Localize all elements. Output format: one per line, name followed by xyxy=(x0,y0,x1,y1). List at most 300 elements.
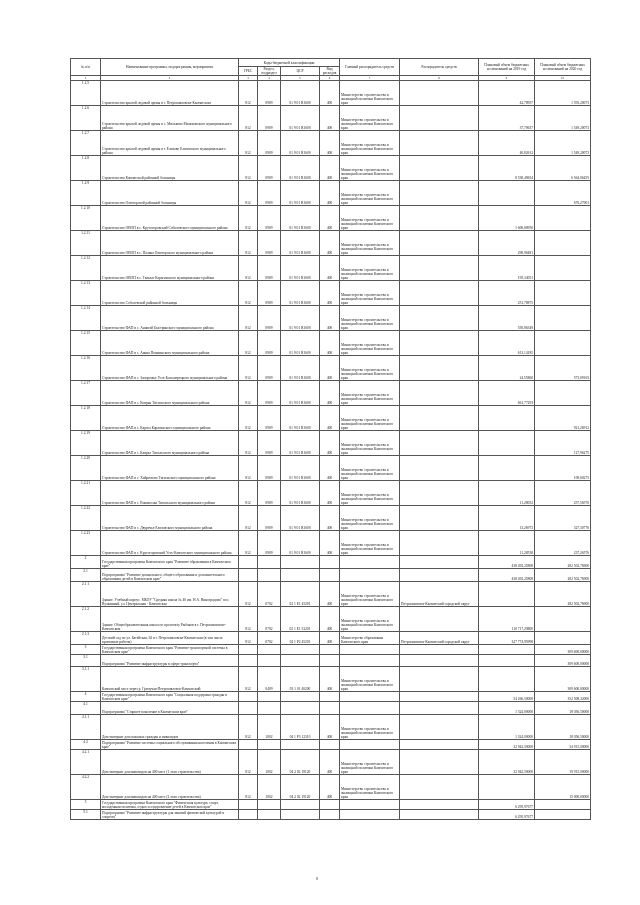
table-row xyxy=(71,181,591,206)
row-name: Подпрограмма "Развитие инфраструктуры в сфере транспорта" xyxy=(101,655,239,667)
row-name: Строительство крытой ледовой арены в г. Елизово Елизовского муниципального района xyxy=(101,131,239,156)
row-glavny xyxy=(340,810,400,820)
row-number: 2.1 xyxy=(71,569,101,582)
row-grbs: 812 xyxy=(239,431,258,456)
row-razdel: 0702 xyxy=(258,582,281,607)
row-raspor xyxy=(400,381,479,406)
row-glavny: Министерство строительства и жилищной политики Камчатского края xyxy=(340,431,400,456)
row-raspor xyxy=(400,645,479,655)
table-row xyxy=(71,556,591,569)
row-name: Строительство ФАП в с. Анавгай Быстринского муниципального района xyxy=(101,306,239,331)
row-vid xyxy=(320,655,340,667)
row-name: Государственная программа Камчатского края "Развитие образования в Камчатском крае" xyxy=(101,556,239,569)
table-row xyxy=(71,655,591,667)
column-index: 9 xyxy=(479,76,535,81)
row-grbs xyxy=(239,692,258,702)
table-row xyxy=(71,81,591,106)
row-raspor xyxy=(400,181,479,206)
row-raspor xyxy=(400,406,479,431)
row-raspor xyxy=(400,531,479,556)
row-razdel xyxy=(258,556,281,569)
row-grbs xyxy=(239,800,258,810)
row-ksr: 01 9 01 R1600 xyxy=(281,156,320,181)
row-grbs: 812 xyxy=(239,256,258,281)
row-glavny: Министерство строительства и жилищной политики Камчатского края xyxy=(340,256,400,281)
row-sum-2020 xyxy=(535,306,591,331)
table-row xyxy=(71,256,591,281)
row-ksr: 02 1 E1 52201 xyxy=(281,607,320,632)
row-raspor xyxy=(400,431,479,456)
row-name: Строительство ФАП в с. Каврал Тигильского муниципального района xyxy=(101,431,239,456)
row-ksr: 03 1 01 40200 xyxy=(281,667,320,692)
row-number: 1.2.6 xyxy=(71,106,101,131)
row-ksr: 01 9 01 R1600 xyxy=(281,231,320,256)
row-grbs xyxy=(239,645,258,655)
row-grbs: 812 xyxy=(239,181,258,206)
row-glavny: Министерство строительства и жилищной политики Камчатского края xyxy=(340,156,400,181)
row-vid xyxy=(320,645,340,655)
row-number: 1.2.7 xyxy=(71,131,101,156)
row-razdel xyxy=(258,702,281,715)
row-raspor xyxy=(400,702,479,715)
row-sum-2020 xyxy=(535,632,591,645)
row-vid: 400 xyxy=(320,331,340,356)
row-ksr: 01 9 01 R1600 xyxy=(281,481,320,506)
table-row xyxy=(71,800,591,810)
row-sum-2019: 24,55860 xyxy=(479,356,535,381)
row-grbs: 812 xyxy=(239,106,258,131)
row-glavny xyxy=(340,800,400,810)
budget-table-sheet xyxy=(70,58,590,820)
row-grbs: 812 xyxy=(239,206,258,231)
row-grbs: 812 xyxy=(239,331,258,356)
row-ksr: 01 9 01 R1600 xyxy=(281,81,320,106)
row-razdel xyxy=(258,740,281,750)
row-glavny: Министерство строительства и жилищной политики Камчатского края xyxy=(340,281,400,306)
row-ksr: 02 1 P2 45201 xyxy=(281,632,320,645)
row-grbs: 812 xyxy=(239,306,258,331)
row-vid: 400 xyxy=(320,632,340,645)
row-sum-2020: 282 502,76900 xyxy=(535,582,591,607)
header-codes-group: Коды бюджетной классификации xyxy=(239,59,340,67)
row-number: 5 xyxy=(71,800,101,810)
row-vid: 400 xyxy=(320,750,340,775)
row-grbs: 812 xyxy=(239,531,258,556)
table-row xyxy=(71,431,591,456)
row-sum-2020 xyxy=(535,206,591,231)
row-vid: 400 xyxy=(320,81,340,106)
row-number: 5.1 xyxy=(71,810,101,820)
row-number: 1.2.16 xyxy=(71,356,101,381)
table-row xyxy=(71,667,591,692)
header-sum-2020: Плановый объем бюджетных ассигнований на 2020 год xyxy=(535,59,591,76)
column-index: 10 xyxy=(535,76,591,81)
row-razdel xyxy=(258,655,281,667)
row-glavny: Министерство строительства и жилищной политики Камчатского края xyxy=(340,607,400,632)
row-glavny: Министерство строительства и жилищной политики Камчатского края xyxy=(340,331,400,356)
row-razdel: 0909 xyxy=(258,231,281,256)
row-vid xyxy=(320,810,340,820)
row-sum-2019: 195,34051 xyxy=(479,256,535,281)
row-grbs xyxy=(239,556,258,569)
row-razdel: 0909 xyxy=(258,131,281,156)
row-ksr xyxy=(281,645,320,655)
row-name: Подпрограмма "Развитие системы социального обслуживания населения в Камчатском крае" xyxy=(101,740,239,750)
row-name: Строительство ФАП в с. Запорожье Усть-Большерецкого муниципального района xyxy=(101,356,239,381)
row-vid xyxy=(320,556,340,569)
row-sum-2020 xyxy=(535,810,591,820)
row-sum-2019: 6 295,97677 xyxy=(479,810,535,820)
row-name: Камчатский мост через р. Гремучая-Петропавловск-Камчатский xyxy=(101,667,239,692)
row-sum-2020: 573,09165 xyxy=(535,356,591,381)
row-sum-2020: 282 502,76900 xyxy=(535,556,591,569)
row-name: Строительство ОВОП в с. Крутогоровский Соболевского муниципального района xyxy=(101,206,239,231)
row-number: 1.2.12 xyxy=(71,256,101,281)
row-sum-2020: 15 000,00000 xyxy=(535,775,591,800)
row-razdel: 0909 xyxy=(258,406,281,431)
row-ksr: 01 9 01 R1600 xyxy=(281,281,320,306)
row-vid: 400 xyxy=(320,506,340,531)
row-sum-2019 xyxy=(479,431,535,456)
table-row xyxy=(71,607,591,632)
row-name: Строительство крытой ледовой арены в с. Мильково Мильковского муниципального района xyxy=(101,106,239,131)
row-raspor xyxy=(400,81,479,106)
row-number: 1.2.14 xyxy=(71,306,101,331)
row-glavny xyxy=(340,655,400,667)
header-glavny: Главный распорядитель средств xyxy=(340,59,400,76)
row-ksr xyxy=(281,810,320,820)
row-vid: 400 xyxy=(320,456,340,481)
row-name: Строительство Олюторской районной больницы xyxy=(101,181,239,206)
row-vid: 400 xyxy=(320,106,340,131)
row-razdel: 0909 xyxy=(258,206,281,231)
row-number: 3.1.1 xyxy=(71,667,101,692)
row-sum-2019 xyxy=(479,181,535,206)
row-ksr: 01 9 01 R1600 xyxy=(281,356,320,381)
row-number: 1.2.19 xyxy=(71,431,101,456)
row-glavny: Министерство строительства и жилищной политики Камчатского края xyxy=(340,582,400,607)
row-razdel: 0909 xyxy=(258,506,281,531)
row-vid: 400 xyxy=(320,582,340,607)
row-sum-2019: 1 324,00000 xyxy=(479,715,535,740)
table-row xyxy=(71,231,591,256)
row-ksr: 04 2 02 19120 xyxy=(281,750,320,775)
row-razdel xyxy=(258,810,281,820)
row-sum-2019 xyxy=(479,406,535,431)
row-sum-2020: 1 593,20073 xyxy=(535,81,591,106)
header-name: Наименование программы, подпрограммы, мероприятия xyxy=(101,59,239,76)
row-sum-2019 xyxy=(479,655,535,667)
row-razdel xyxy=(258,800,281,810)
row-vid xyxy=(320,702,340,715)
row-raspor xyxy=(400,810,479,820)
row-name: Строительство Соболевской районной больницы xyxy=(101,281,239,306)
row-razdel: 1002 xyxy=(258,715,281,740)
row-vid: 400 xyxy=(320,406,340,431)
row-name: Строительство ФАП в с. Воямполка Тигильского муниципального района xyxy=(101,481,239,506)
row-ksr xyxy=(281,569,320,582)
row-glavny: Министерство строительства и жилищной политики Камчатского края xyxy=(340,531,400,556)
row-vid: 400 xyxy=(320,431,340,456)
row-sum-2019: 438 492,25808 xyxy=(479,569,535,582)
row-sum-2020: 109,60275 xyxy=(535,456,591,481)
row-number: 1.2.5 xyxy=(71,81,101,106)
header-ksr: ЦСР xyxy=(281,67,320,76)
table-body xyxy=(71,81,591,820)
row-vid: 400 xyxy=(320,715,340,740)
row-raspor xyxy=(400,256,479,281)
row-glavny: Министерство строительства и жилищной политики Камчатского края xyxy=(340,206,400,231)
column-index: 2 xyxy=(101,76,239,81)
row-vid xyxy=(320,692,340,702)
row-ksr: 01 9 01 R1600 xyxy=(281,256,320,281)
row-sum-2020: 34 915,00000 xyxy=(535,740,591,750)
row-raspor: Петропавловск-Камчатский городской округ xyxy=(400,582,479,607)
row-sum-2020 xyxy=(535,381,591,406)
row-razdel xyxy=(258,645,281,655)
row-name: Детский сад по ул. Батейская, 62 в г. Петропавловске-Камчатском (в том числе проектные работы) xyxy=(101,632,239,645)
row-sum-2019: 550,86349 xyxy=(479,306,535,331)
row-ksr: 01 9 01 R1600 xyxy=(281,456,320,481)
row-grbs: 812 xyxy=(239,81,258,106)
row-name: Строительство ФАП в с. Хайрюзово Тигильского муниципального района xyxy=(101,456,239,481)
row-grbs: 812 xyxy=(239,481,258,506)
table-row xyxy=(71,131,591,156)
row-grbs: 812 xyxy=(239,406,258,431)
row-number: 4.2.1 xyxy=(71,750,101,775)
row-number: 3 xyxy=(71,645,101,655)
row-sum-2020 xyxy=(535,800,591,810)
row-name: Строительство ОВОП в с. Палана Олюторского муниципального района xyxy=(101,231,239,256)
row-name: Дом-интернат для инвалидов на 400 мест (2 этап строительства) xyxy=(101,775,239,800)
row-sum-2020: 257,56576 xyxy=(535,481,591,506)
row-vid: 400 xyxy=(320,131,340,156)
row-raspor xyxy=(400,775,479,800)
row-name: Государственная программа Камчатского края "Физическая культура, спорт, молодежная политика, отдых и оздоровление детей в Камчатском крае" xyxy=(101,800,239,810)
row-sum-2019: 37,70637 xyxy=(479,106,535,131)
row-vid: 400 xyxy=(320,531,340,556)
row-raspor: Петропавловск-Камчатский городской округ xyxy=(400,632,479,645)
row-number: 2 xyxy=(71,556,101,569)
column-index: 1 xyxy=(71,76,101,81)
row-glavny: Министерство строительства и жилищной политики Камчатского края xyxy=(340,131,400,156)
table-row xyxy=(71,281,591,306)
row-number: 2.1.1 xyxy=(71,582,101,607)
row-sum-2019: 661,77293 xyxy=(479,381,535,406)
table-row xyxy=(71,740,591,750)
row-glavny: Министерство строительства и жилищной политики Камчатского края xyxy=(340,81,400,106)
row-grbs: 812 xyxy=(239,632,258,645)
row-ksr: 01 9 01 R1600 xyxy=(281,306,320,331)
table-row xyxy=(71,106,591,131)
row-vid: 400 xyxy=(320,281,340,306)
row-sum-2019 xyxy=(479,582,535,607)
row-number: 4.2.2 xyxy=(71,775,101,800)
row-number: 1.2.20 xyxy=(71,456,101,481)
table-row xyxy=(71,582,591,607)
row-razdel: 0909 xyxy=(258,106,281,131)
row-grbs: 812 xyxy=(239,356,258,381)
row-number: 1.2.15 xyxy=(71,331,101,356)
table-row xyxy=(71,702,591,715)
row-sum-2019: 327 774,95998 xyxy=(479,632,535,645)
row-razdel: 0909 xyxy=(258,256,281,281)
row-number: 1.2.9 xyxy=(71,181,101,206)
row-glavny: Министерство строительства и жилищной политики Камчатского края xyxy=(340,356,400,381)
row-sum-2019: 8 538,49654 xyxy=(479,156,535,181)
row-sum-2020: 676,27901 xyxy=(535,181,591,206)
row-number: 1.2.17 xyxy=(71,381,101,406)
page-number: 8 xyxy=(316,876,318,881)
row-glavny xyxy=(340,692,400,702)
row-glavny: Министерство образования Камчатского края xyxy=(340,632,400,645)
row-sum-2019 xyxy=(479,775,535,800)
row-grbs xyxy=(239,810,258,820)
header-vid: Вид расходов xyxy=(320,67,340,76)
row-sum-2020 xyxy=(535,231,591,256)
row-glavny: Министерство строительства и жилищной политики Камчатского края xyxy=(340,506,400,531)
row-name: Здание. Общеобразовательная школа по проспекту Рыбаков в г. Петропавловске-Камчатском xyxy=(101,607,239,632)
row-ksr: 01 9 01 R1600 xyxy=(281,381,320,406)
row-vid: 400 xyxy=(320,667,340,692)
row-glavny xyxy=(340,645,400,655)
header-sum-2019: Плановый объем бюджетных ассигнований на 2019 год xyxy=(479,59,535,76)
table-row xyxy=(71,506,591,531)
row-glavny: Министерство строительства и жилищной политики Камчатского края xyxy=(340,456,400,481)
row-ksr: 01 9 01 R1600 xyxy=(281,206,320,231)
row-sum-2020: 327,30776 xyxy=(535,506,591,531)
table-row xyxy=(71,632,591,645)
row-sum-2020: 127,96275 xyxy=(535,431,591,456)
row-name: Государственная программа Камчатского края "Социальная поддержка граждан в Камчатском крае" xyxy=(101,692,239,702)
row-sum-2019: 438 492,25808 xyxy=(479,556,535,569)
row-razdel: 0909 xyxy=(258,531,281,556)
row-ksr: 01 9 01 R1600 xyxy=(281,506,320,531)
row-vid xyxy=(320,800,340,810)
row-name: Подпрограмма "Старшее поколение в Камчатском крае" xyxy=(101,702,239,715)
table-row xyxy=(71,331,591,356)
row-sum-2019: 32 942,50000 xyxy=(479,750,535,775)
row-raspor xyxy=(400,281,479,306)
row-vid xyxy=(320,569,340,582)
row-sum-2020: 309 600,00000 xyxy=(535,667,591,692)
budget-table xyxy=(70,58,591,820)
row-glavny: Министерство строительства и жилищной политики Камчатского края xyxy=(340,481,400,506)
row-sum-2020: 18 056,50000 xyxy=(535,702,591,715)
row-razdel: 0909 xyxy=(258,456,281,481)
row-name: Строительство ФАП в с. Двуречье Елизовского муниципального района xyxy=(101,506,239,531)
row-grbs xyxy=(239,569,258,582)
row-sum-2020 xyxy=(535,607,591,632)
row-raspor xyxy=(400,481,479,506)
row-vid: 400 xyxy=(320,775,340,800)
row-vid: 400 xyxy=(320,607,340,632)
row-raspor xyxy=(400,506,479,531)
row-razdel: 1002 xyxy=(258,775,281,800)
row-vid: 400 xyxy=(320,481,340,506)
row-razdel: 0702 xyxy=(258,607,281,632)
row-number: 1.2.10 xyxy=(71,206,101,231)
row-glavny: Министерство строительства и жилищной политики Камчатского края xyxy=(340,750,400,775)
row-glavny: Министерство строительства и жилищной политики Камчатского края xyxy=(340,381,400,406)
row-grbs: 812 xyxy=(239,156,258,181)
row-sum-2019: 110 717,29800 xyxy=(479,607,535,632)
table-row xyxy=(71,381,591,406)
row-sum-2020: 1 549,20073 xyxy=(535,106,591,131)
row-name: Строительство ОВОП в с. Тымлат Карагинского муниципального района xyxy=(101,256,239,281)
row-raspor xyxy=(400,131,479,156)
table-row xyxy=(71,156,591,181)
row-sum-2019: 13,26973 xyxy=(479,506,535,531)
row-razdel xyxy=(258,569,281,582)
row-sum-2019 xyxy=(479,645,535,655)
row-sum-2020: 1 549,20073 xyxy=(535,131,591,156)
row-sum-2020: 921,26912 xyxy=(535,406,591,431)
row-glavny xyxy=(340,556,400,569)
row-sum-2019: 11,28052 xyxy=(479,481,535,506)
row-raspor xyxy=(400,106,479,131)
header-raspor: Распорядитель средств xyxy=(400,59,479,76)
row-ksr: 01 9 01 R1600 xyxy=(281,106,320,131)
row-name: Дом-интернат для пожилых граждан и инвалидов xyxy=(101,715,239,740)
row-name: Строительство Камчатской районной больницы xyxy=(101,156,239,181)
row-vid: 400 xyxy=(320,156,340,181)
row-razdel: 0909 xyxy=(258,431,281,456)
row-number: 1.2.11 xyxy=(71,231,101,256)
row-grbs: 812 xyxy=(239,131,258,156)
row-grbs xyxy=(239,702,258,715)
column-index: 4 xyxy=(258,76,281,81)
row-raspor xyxy=(400,156,479,181)
row-name: Государственная программа Камчатского края "Развитие транспортной системы в Камчатском крае" xyxy=(101,645,239,655)
table-row xyxy=(71,569,591,582)
row-razdel: 0909 xyxy=(258,281,281,306)
row-sum-2020: 6 564,06455 xyxy=(535,156,591,181)
row-vid: 400 xyxy=(320,381,340,406)
row-number: 1.2.22 xyxy=(71,506,101,531)
table-row xyxy=(71,692,591,702)
row-grbs: 812 xyxy=(239,667,258,692)
row-razdel xyxy=(258,692,281,702)
row-grbs xyxy=(239,740,258,750)
row-sum-2020: 18 056,50000 xyxy=(535,715,591,740)
row-sum-2019: 42,78957 xyxy=(479,81,535,106)
row-number: 1.2.8 xyxy=(71,156,101,181)
row-grbs: 812 xyxy=(239,715,258,740)
table-row xyxy=(71,750,591,775)
row-sum-2020: 309 600,00000 xyxy=(535,655,591,667)
row-sum-2019: 34 266,50000 xyxy=(479,692,535,702)
row-sum-2019: 1 324,00000 xyxy=(479,702,535,715)
table-row xyxy=(71,456,591,481)
table-row xyxy=(71,406,591,431)
row-raspor xyxy=(400,750,479,775)
row-sum-2019 xyxy=(479,456,535,481)
row-raspor xyxy=(400,206,479,231)
row-ksr: 02 1 E1 45201 xyxy=(281,582,320,607)
row-ksr xyxy=(281,702,320,715)
row-raspor xyxy=(400,800,479,810)
table-row xyxy=(71,810,591,820)
row-sum-2020: 309 600,00000 xyxy=(535,645,591,655)
row-raspor xyxy=(400,356,479,381)
row-grbs: 812 xyxy=(239,775,258,800)
row-number: 1.2.23 xyxy=(71,531,101,556)
row-grbs: 812 xyxy=(239,607,258,632)
row-grbs xyxy=(239,655,258,667)
row-ksr: 01 9 01 R1600 xyxy=(281,131,320,156)
row-vid: 400 xyxy=(320,306,340,331)
